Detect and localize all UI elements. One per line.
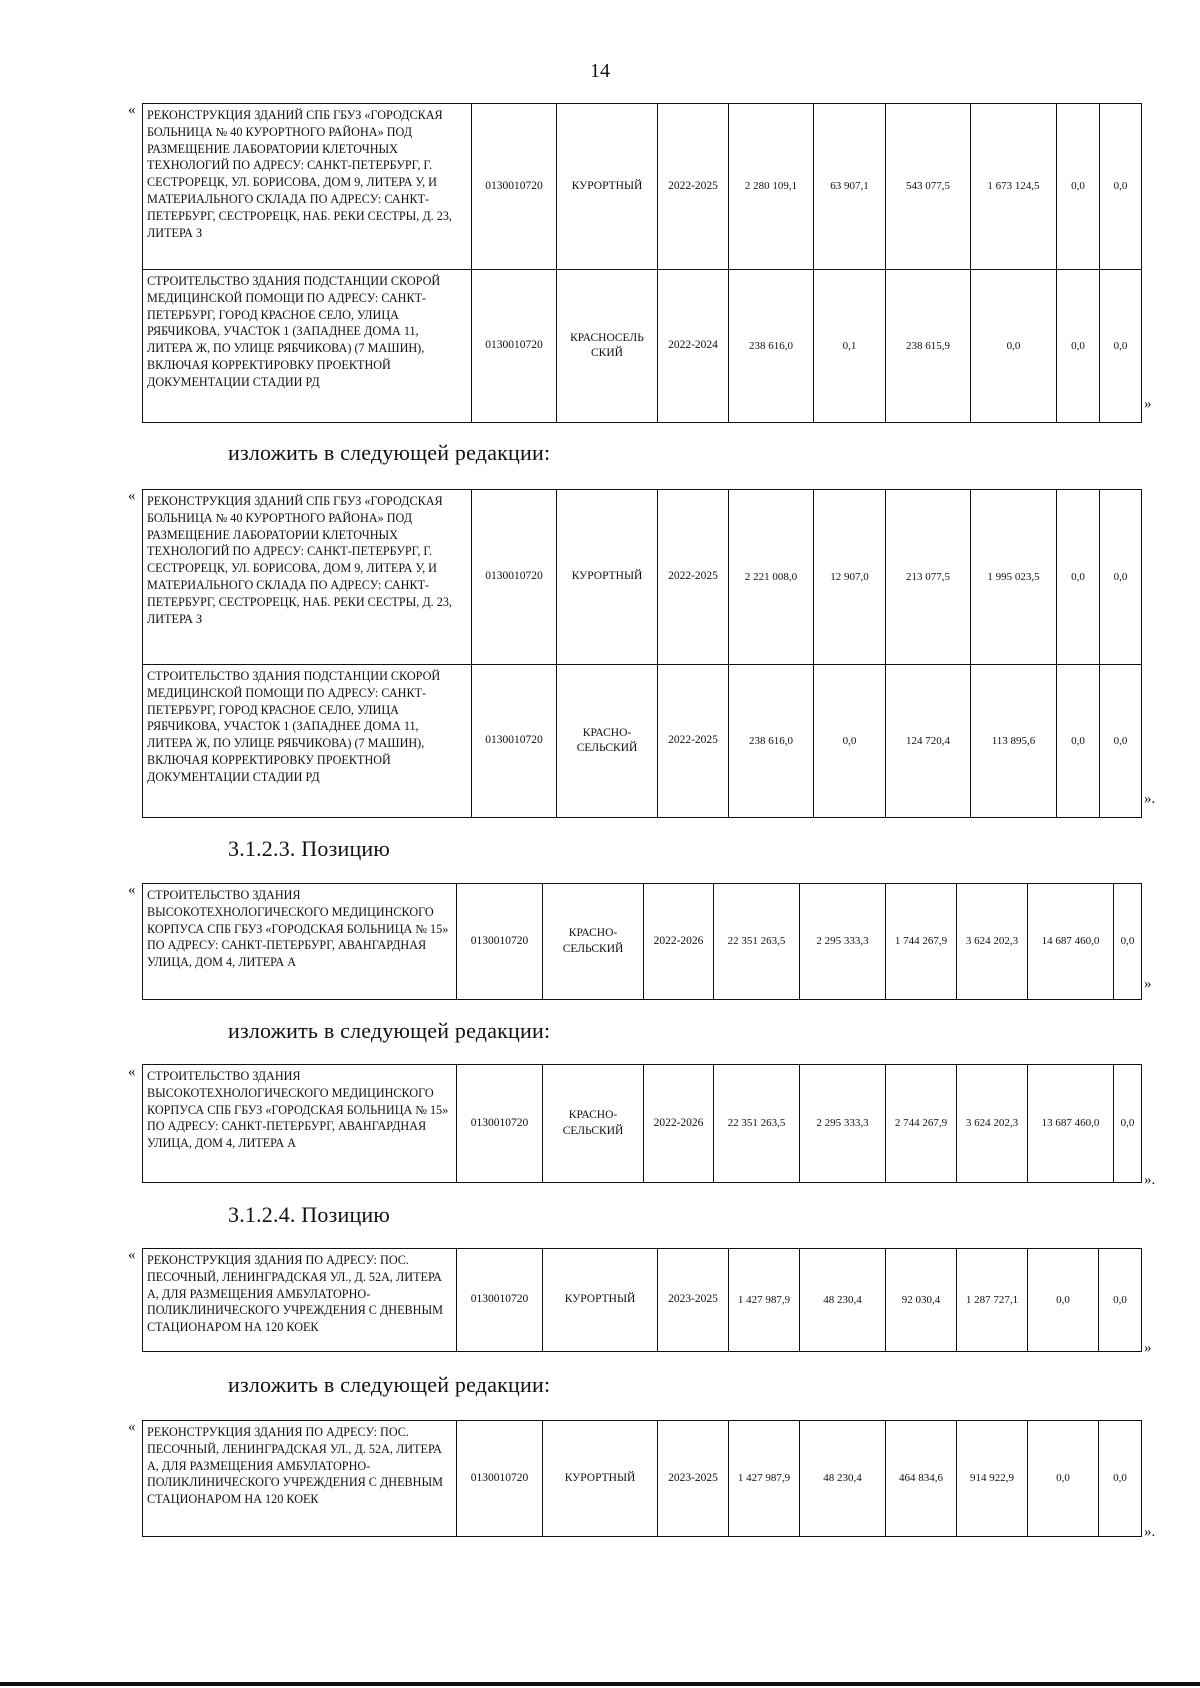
total-cost-cell: 1 427 987,9 — [729, 1249, 800, 1352]
total-cost-cell: 22 351 263,5 — [714, 1065, 800, 1183]
phrase-new-edition: изложить в следующей редакции: — [228, 1018, 551, 1043]
table-row — [143, 1421, 1142, 1537]
period-cell: 2022-2026 — [644, 1065, 714, 1183]
quote-open: « — [128, 1247, 136, 1263]
amount-cell: 464 834,6 — [886, 1421, 957, 1537]
amount-cell: 0,0 — [1114, 1065, 1142, 1183]
period-cell: 2022-2025 — [658, 490, 729, 665]
quote-close: ». — [1144, 791, 1156, 807]
amount-cell: 48 230,4 — [800, 1249, 886, 1352]
page-number: 14 — [590, 60, 610, 82]
amount-cell: 0,0 — [1099, 1421, 1142, 1537]
total-cost-cell: 1 427 987,9 — [729, 1421, 800, 1537]
quote-open: « — [128, 488, 136, 504]
code-cell: 0130010720 — [457, 1249, 543, 1352]
total-cost-cell: 238 616,0 — [729, 270, 814, 423]
amount-cell: 0,0 — [971, 270, 1057, 423]
district-cell: КРАСНОСЕЛЬ СКИЙ — [557, 270, 658, 423]
district-cell: КРАСНО-СЕЛЬСКИЙ — [543, 1065, 644, 1183]
code-cell: 0130010720 — [472, 665, 557, 818]
quote-close: » — [1144, 1340, 1152, 1356]
section-3-1-2-4: 3.1.2.4. Позицию — [228, 1202, 391, 1227]
district-cell: КУРОРТНЫЙ — [543, 1249, 658, 1352]
amount-cell: 0,0 — [814, 665, 886, 818]
period-cell: 2022-2024 — [658, 270, 729, 423]
position-table-c-new — [142, 1420, 1142, 1537]
quote-close: ». — [1144, 1524, 1156, 1540]
code-cell: 0130010720 — [457, 1065, 543, 1183]
amount-cell: 0,0 — [1057, 270, 1100, 423]
amount-cell: 124 720,4 — [886, 665, 971, 818]
total-cost-cell: 2 221 008,0 — [729, 490, 814, 665]
total-cost-cell: 22 351 263,5 — [714, 884, 800, 1000]
table-row — [143, 270, 1142, 423]
quote-open: « — [128, 102, 136, 118]
code-cell: 0130010720 — [472, 490, 557, 665]
amount-cell: 3 624 202,3 — [957, 884, 1028, 1000]
position-table-c-old — [142, 1248, 1142, 1352]
total-cost-cell: 2 280 109,1 — [729, 104, 814, 270]
object-name-cell: РЕКОНСТРУКЦИЯ ЗДАНИЙ СПБ ГБУЗ «ГОРОДСКАЯ БОЛЬНИЦА № 40 КУРОРТНОГО РАЙОНА» ПОД РАЗМЕЩЕНИЕ ЛАБОРАТОРИИ КЛЕТОЧНЫХ ТЕХНОЛОГИЙ ПО АДРЕСУ: САНКТ-ПЕТЕРБУРГ, Г. СЕСТРОРЕЦК, УЛ. БОРИСОВА, ДОМ 9, ЛИТЕРА У, И МАТЕРИАЛЬНОГО СКЛАДА ПО АДРЕСУ: САНКТ-ПЕТЕРБУРГ, СЕСТРОРЕЦК, НАБ. РЕКИ СЕСТРЫ, Д. 23, ЛИТЕРА З — [143, 104, 472, 270]
code-cell: 0130010720 — [472, 270, 557, 423]
amount-cell: 63 907,1 — [814, 104, 886, 270]
amount-cell: 0,0 — [1100, 665, 1142, 818]
object-name-cell: СТРОИТЕЛЬСТВО ЗДАНИЯ ПОДСТАНЦИИ СКОРОЙ МЕДИЦИНСКОЙ ПОМОЩИ ПО АДРЕСУ: САНКТ-ПЕТЕРБУРГ, ГОРОД КРАСНОЕ СЕЛО, УЛИЦА РЯБЧИКОВА, УЧАСТОК 1 (ЗАПАДНЕЕ ДОМА 11, ЛИТЕРА Ж, ПО УЛИЦЕ РЯБЧИКОВА) (7 МАШИН), ВКЛЮЧАЯ КОРРЕКТИРОВКУ ПРОЕКТНОЙ ДОКУМЕНТАЦИИ СТАДИИ РД — [143, 270, 472, 423]
amount-cell: 1 744 267,9 — [886, 884, 957, 1000]
amount-cell: 0,0 — [1028, 1249, 1099, 1352]
table-row — [143, 1249, 1142, 1352]
amount-cell: 0,0 — [1057, 665, 1100, 818]
period-cell: 2022-2025 — [658, 665, 729, 818]
table-row — [143, 490, 1142, 665]
page-bottom-edge — [0, 1682, 1200, 1686]
district-cell: КУРОРТНЫЙ — [557, 104, 658, 270]
amount-cell: 1 673 124,5 — [971, 104, 1057, 270]
amount-cell: 2 295 333,3 — [800, 1065, 886, 1183]
district-cell: КУРОРТНЫЙ — [543, 1421, 658, 1537]
object-name-cell: СТРОИТЕЛЬСТВО ЗДАНИЯ ПОДСТАНЦИИ СКОРОЙ МЕДИЦИНСКОЙ ПОМОЩИ ПО АДРЕСУ: САНКТ-ПЕТЕРБУРГ, ГОРОД КРАСНОЕ СЕЛО, УЛИЦА РЯБЧИКОВА, УЧАСТОК 1 (ЗАПАДНЕЕ ДОМА 11, ЛИТЕРА Ж, ПО УЛИЦЕ РЯБЧИКОВА) (7 МАШИН), ВКЛЮЧАЯ КОРРЕКТИРОВКУ ПРОЕКТНОЙ ДОКУМЕНТАЦИИ СТАДИИ РД — [143, 665, 472, 818]
amount-cell: 0,0 — [1099, 1249, 1142, 1352]
table-row — [143, 665, 1142, 818]
period-cell: 2022-2026 — [644, 884, 714, 1000]
quote-open: « — [128, 1419, 136, 1435]
amount-cell: 914 922,9 — [957, 1421, 1028, 1537]
amount-cell: 1 287 727,1 — [957, 1249, 1028, 1352]
amount-cell: 0,0 — [1100, 490, 1142, 665]
code-cell: 0130010720 — [457, 1421, 543, 1537]
period-cell: 2022-2025 — [658, 104, 729, 270]
amount-cell: 0,0 — [1028, 1421, 1099, 1537]
amount-cell: 1 995 023,5 — [971, 490, 1057, 665]
amount-cell: 48 230,4 — [800, 1421, 886, 1537]
quote-close: » — [1144, 396, 1152, 412]
period-cell: 2023-2025 — [658, 1249, 729, 1352]
position-table-a-new — [142, 489, 1142, 818]
object-name-cell: РЕКОНСТРУКЦИЯ ЗДАНИЙ СПБ ГБУЗ «ГОРОДСКАЯ БОЛЬНИЦА № 40 КУРОРТНОГО РАЙОНА» ПОД РАЗМЕЩЕНИЕ ЛАБОРАТОРИИ КЛЕТОЧНЫХ ТЕХНОЛОГИЙ ПО АДРЕСУ: САНКТ-ПЕТЕРБУРГ, Г. СЕСТРОРЕЦК, УЛ. БОРИСОВА, ДОМ 9, ЛИТЕРА У, И МАТЕРИАЛЬНОГО СКЛАДА ПО АДРЕСУ: САНКТ-ПЕТЕРБУРГ, СЕСТРОРЕЦК, НАБ. РЕКИ СЕСТРЫ, Д. 23, ЛИТЕРА З — [143, 490, 472, 665]
phrase-new-edition: изложить в следующей редакции: — [228, 1372, 551, 1397]
object-name-cell: РЕКОНСТРУКЦИЯ ЗДАНИЯ ПО АДРЕСУ: ПОС. ПЕСОЧНЫЙ, ЛЕНИНГРАДСКАЯ УЛ., Д. 52А, ЛИТЕРА А, ДЛЯ РАЗМЕЩЕНИЯ АМБУЛАТОРНО-ПОЛИКЛИНИЧЕСКОГО УЧРЕЖДЕНИЯ С ДНЕВНЫМ СТАЦИОНАРОМ НА 120 КОЕК — [143, 1421, 457, 1537]
amount-cell: 213 077,5 — [886, 490, 971, 665]
district-cell: КУРОРТНЫЙ — [557, 490, 658, 665]
object-name-cell: СТРОИТЕЛЬСТВО ЗДАНИЯ ВЫСОКОТЕХНОЛОГИЧЕСКОГО МЕДИЦИНСКОГО КОРПУСА СПБ ГБУЗ «ГОРОДСКАЯ БОЛЬНИЦА № 15» ПО АДРЕСУ: САНКТ-ПЕТЕРБУРГ, АВАНГАРДНАЯ УЛИЦА, ДОМ 4, ЛИТЕРА А — [143, 884, 457, 1000]
amount-cell: 2 744 267,9 — [886, 1065, 957, 1183]
amount-cell: 0,0 — [1057, 104, 1100, 270]
object-name-cell: РЕКОНСТРУКЦИЯ ЗДАНИЯ ПО АДРЕСУ: ПОС. ПЕСОЧНЫЙ, ЛЕНИНГРАДСКАЯ УЛ., Д. 52А, ЛИТЕРА А, ДЛЯ РАЗМЕЩЕНИЯ АМБУЛАТОРНО-ПОЛИКЛИНИЧЕСКОГО УЧРЕЖДЕНИЯ С ДНЕВНЫМ СТАЦИОНАРОМ НА 120 КОЕК — [143, 1249, 457, 1352]
quote-close: ». — [1144, 1172, 1156, 1188]
code-cell: 0130010720 — [457, 884, 543, 1000]
position-table-b-new — [142, 1064, 1142, 1183]
district-cell: КРАСНО-СЕЛЬСКИЙ — [543, 884, 644, 1000]
amount-cell: 2 295 333,3 — [800, 884, 886, 1000]
object-name-cell: СТРОИТЕЛЬСТВО ЗДАНИЯ ВЫСОКОТЕХНОЛОГИЧЕСКОГО МЕДИЦИНСКОГО КОРПУСА СПБ ГБУЗ «ГОРОДСКАЯ БОЛЬНИЦА № 15» ПО АДРЕСУ: САНКТ-ПЕТЕРБУРГ, АВАНГАРДНАЯ УЛИЦА, ДОМ 4, ЛИТЕРА А — [143, 1065, 457, 1183]
quote-open: « — [128, 882, 136, 898]
amount-cell: 3 624 202,3 — [957, 1065, 1028, 1183]
table-row — [143, 884, 1142, 1000]
amount-cell: 238 615,9 — [886, 270, 971, 423]
table-row — [143, 1065, 1142, 1183]
position-table-a-old — [142, 103, 1142, 423]
amount-cell: 0,0 — [1100, 270, 1142, 423]
section-3-1-2-3: 3.1.2.3. Позицию — [228, 836, 391, 861]
amount-cell: 0,0 — [1057, 490, 1100, 665]
quote-open: « — [128, 1064, 136, 1080]
amount-cell: 113 895,6 — [971, 665, 1057, 818]
amount-cell: 0,1 — [814, 270, 886, 423]
amount-cell: 0,0 — [1114, 884, 1142, 1000]
amount-cell: 14 687 460,0 — [1028, 884, 1114, 1000]
phrase-new-edition: изложить в следующей редакции: — [228, 440, 551, 465]
total-cost-cell: 238 616,0 — [729, 665, 814, 818]
amount-cell: 12 907,0 — [814, 490, 886, 665]
amount-cell: 0,0 — [1100, 104, 1142, 270]
code-cell: 0130010720 — [472, 104, 557, 270]
position-table-b-old — [142, 883, 1142, 1000]
quote-close: » — [1144, 976, 1152, 992]
table-row — [143, 104, 1142, 270]
period-cell: 2023-2025 — [658, 1421, 729, 1537]
district-cell: КРАСНО-СЕЛЬСКИЙ — [557, 665, 658, 818]
amount-cell: 13 687 460,0 — [1028, 1065, 1114, 1183]
amount-cell: 543 077,5 — [886, 104, 971, 270]
amount-cell: 92 030,4 — [886, 1249, 957, 1352]
